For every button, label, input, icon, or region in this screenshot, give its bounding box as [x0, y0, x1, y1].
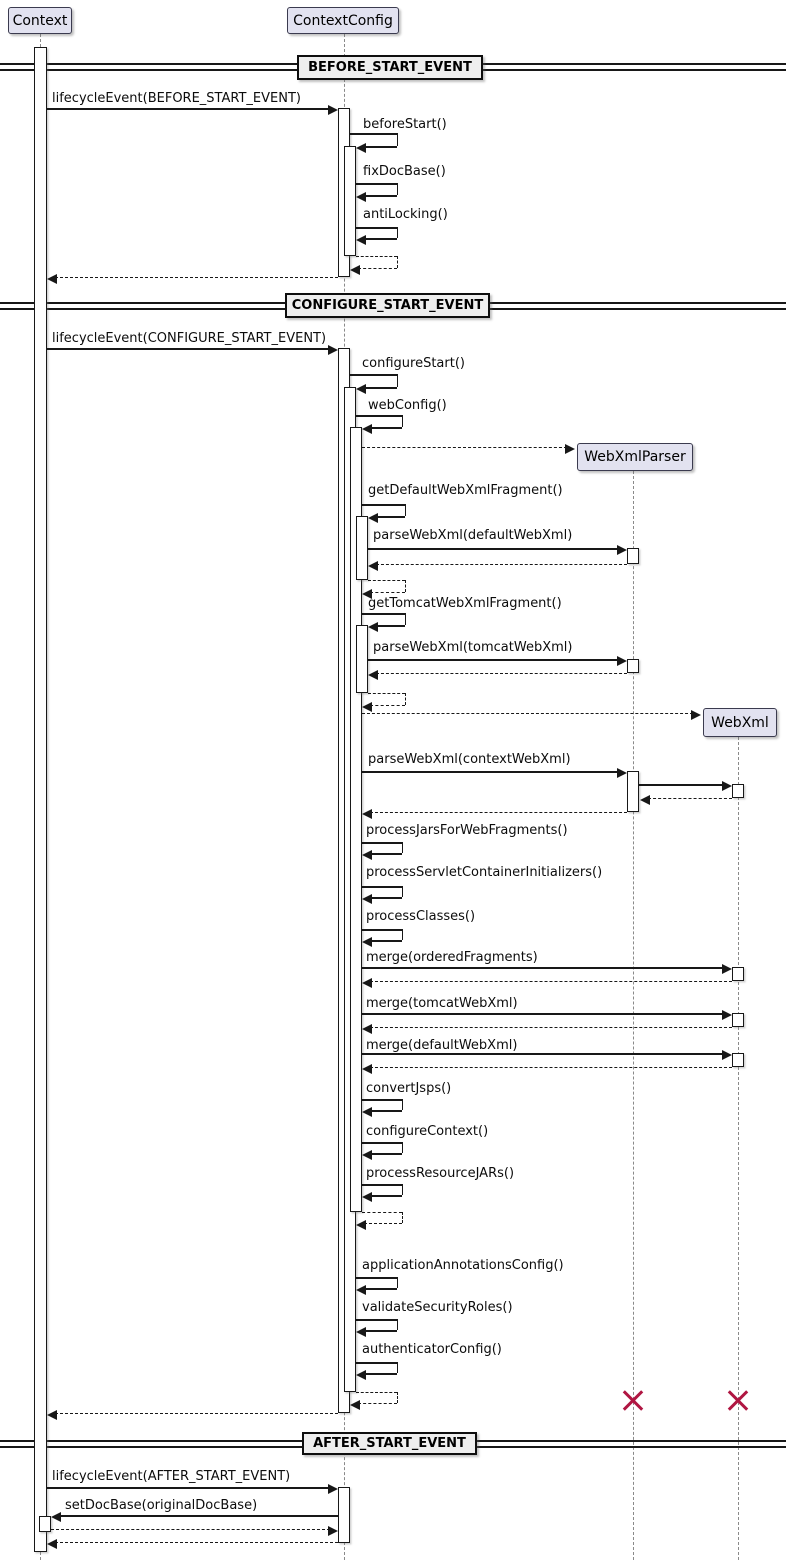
self-call-line [364, 238, 397, 240]
arrowhead-icon [722, 1010, 732, 1020]
activation-webxmlparser [627, 548, 639, 564]
message-arrow [47, 348, 330, 350]
arrowhead-icon [47, 1539, 57, 1549]
divider-before-start-event [297, 55, 483, 80]
self-call-line [397, 133, 398, 146]
arrowhead-icon [328, 345, 338, 355]
arrowhead-icon [617, 545, 627, 555]
self-call-line [402, 842, 403, 853]
participant-label: ContextConfig [293, 12, 393, 29]
self-call-line [362, 613, 405, 615]
self-call-line [350, 374, 397, 376]
arrowhead-icon [617, 656, 627, 666]
self-call-line [402, 1142, 403, 1153]
message-arrow [648, 798, 732, 799]
message-label: merge(tomcatWebXml) [366, 996, 518, 1011]
self-call-line [370, 1110, 402, 1112]
self-call-line [362, 929, 402, 931]
arrowhead-icon [356, 192, 366, 202]
self-call-line [362, 1142, 402, 1144]
arrowhead-icon [362, 1107, 372, 1117]
self-call-line [405, 693, 406, 705]
self-call-line [364, 146, 397, 148]
message-arrow [376, 564, 627, 565]
self-call-line [402, 1184, 403, 1195]
message-label: processJarsForWebFragments() [366, 823, 568, 838]
message-label: applicationAnnotationsConfig() [362, 1258, 564, 1273]
self-call-line [370, 705, 405, 706]
arrowhead-icon [51, 1512, 61, 1522]
message-arrow [370, 981, 732, 982]
participant-label: WebXmlParser [584, 449, 686, 465]
message-arrow [55, 1542, 338, 1543]
activation-contextconfig-after [338, 1487, 350, 1543]
message-arrow [368, 659, 619, 661]
destroy-icon [621, 1388, 645, 1412]
arrowhead-icon [356, 235, 366, 245]
self-call-line [356, 227, 397, 229]
self-call-line [397, 1392, 398, 1403]
self-call-line [402, 886, 403, 897]
message-label: authenticatorConfig() [362, 1342, 502, 1357]
self-call-line [405, 580, 406, 592]
arrowhead-icon [368, 561, 378, 571]
participant-label: Context [12, 12, 68, 29]
arrowhead-icon [691, 710, 701, 720]
self-call-line [362, 504, 405, 506]
self-call-line [356, 256, 397, 257]
arrowhead-icon [362, 937, 372, 947]
self-call-line [405, 504, 406, 516]
activation-context [34, 47, 47, 1552]
self-call-line [362, 1184, 402, 1186]
self-call-line [402, 415, 403, 427]
arrowhead-icon [362, 424, 372, 434]
message-arrow [59, 1515, 338, 1517]
message-label: processResourceJARs() [366, 1166, 515, 1181]
participant-contextconfig [287, 7, 399, 34]
arrowhead-icon [356, 143, 366, 153]
self-call-line [370, 427, 402, 429]
arrowhead-icon [368, 622, 378, 632]
message-label: getTomcatWebXmlFragment() [368, 596, 562, 611]
self-call-line [362, 1099, 402, 1101]
message-label: configureStart() [362, 356, 465, 371]
activation-getdefaultwebxmlfragment [356, 516, 368, 580]
arrowhead-icon [356, 1370, 366, 1380]
activation-beforestart [344, 146, 356, 256]
divider-label: AFTER_START_EVENT [313, 1436, 466, 1451]
self-call-line [364, 1288, 397, 1290]
self-call-line [364, 195, 397, 197]
message-arrow [362, 713, 693, 714]
activation-context-setdocbase [39, 1516, 51, 1532]
message-label: setDocBase(originalDocBase) [65, 1498, 258, 1513]
activation-gettomcatwebxmlfragment [356, 625, 368, 693]
arrowhead-icon [356, 1327, 366, 1337]
arrowhead-icon [362, 1192, 372, 1202]
self-call-line [364, 1373, 397, 1375]
self-call-line [402, 1099, 403, 1110]
message-label: processClasses() [366, 909, 476, 924]
self-call-line [362, 886, 402, 888]
message-label: parseWebXml(defaultWebXml) [373, 528, 573, 543]
self-call-line [370, 897, 402, 899]
message-label: webConfig() [368, 398, 447, 413]
message-label: processServletContainerInitializers() [366, 865, 603, 880]
message-label: validateSecurityRoles() [362, 1300, 513, 1315]
arrowhead-icon [362, 702, 372, 712]
arrowhead-icon [368, 670, 378, 680]
message-arrow [51, 1529, 330, 1530]
arrowhead-icon [47, 274, 57, 284]
message-arrow [639, 784, 724, 786]
arrowhead-icon [617, 768, 627, 778]
message-label: parseWebXml(contextWebXml) [368, 752, 571, 767]
self-call-line [370, 1195, 402, 1197]
message-label: parseWebXml(tomcatWebXml) [373, 640, 573, 655]
message-arrow [362, 771, 619, 773]
arrowhead-icon [722, 781, 732, 791]
message-arrow [370, 1067, 732, 1068]
self-call-line [358, 1403, 397, 1404]
arrowhead-icon [350, 265, 360, 275]
self-call-line [376, 516, 405, 518]
arrowhead-icon [362, 1064, 372, 1074]
message-arrow [47, 1487, 330, 1489]
self-call-line [356, 415, 402, 417]
self-call-line [364, 1330, 397, 1332]
arrowhead-icon [356, 1285, 366, 1295]
activation-webxml [732, 784, 744, 798]
message-arrow [370, 812, 627, 813]
arrowhead-icon [47, 1410, 57, 1420]
arrowhead-icon [368, 513, 378, 523]
arrowhead-icon [362, 978, 372, 988]
destroy-icon [726, 1388, 750, 1412]
message-arrow [362, 1053, 724, 1055]
message-label: merge(defaultWebXml) [366, 1038, 518, 1053]
message-arrow [55, 1413, 338, 1414]
self-call-line [356, 1277, 397, 1279]
self-call-line [370, 940, 402, 942]
arrowhead-icon [362, 1024, 372, 1034]
arrowhead-icon [640, 795, 650, 805]
message-arrow [368, 548, 619, 550]
self-call-line [356, 183, 397, 185]
self-call-line [370, 1153, 402, 1155]
message-arrow [362, 1013, 724, 1015]
divider-after-start-event [302, 1432, 477, 1455]
divider-label: CONFIGURE_START_EVENT [291, 298, 484, 313]
self-call-line [397, 374, 398, 387]
message-label: convertJsps() [366, 1081, 452, 1096]
arrowhead-icon [328, 105, 338, 115]
self-call-line [397, 1362, 398, 1373]
message-label: antiLocking() [363, 207, 448, 222]
self-call-line [402, 929, 403, 940]
self-call-line [402, 1212, 403, 1223]
self-call-line [397, 256, 398, 268]
arrowhead-icon [362, 894, 372, 904]
participant-label: WebXml [711, 714, 769, 731]
self-call-line [358, 268, 397, 269]
self-call-line [370, 853, 402, 855]
message-label: fixDocBase() [363, 164, 446, 179]
self-call-line [397, 1277, 398, 1288]
self-call-line [368, 580, 405, 581]
participant-webxml [703, 708, 777, 737]
activation-webxmlparser [627, 771, 639, 812]
message-label: beforeStart() [363, 117, 447, 132]
self-call-line [362, 1212, 402, 1213]
self-call-line [397, 227, 398, 238]
arrowhead-icon [362, 850, 372, 860]
self-call-line [356, 1319, 397, 1321]
message-arrow [55, 277, 338, 278]
self-call-line [405, 613, 406, 625]
activation-webxml [732, 967, 744, 981]
self-call-line [356, 1362, 397, 1364]
self-call-line [362, 842, 402, 844]
message-label: configureContext() [366, 1124, 489, 1139]
message-label: getDefaultWebXmlFragment() [368, 483, 563, 498]
message-label: lifecycleEvent(AFTER_START_EVENT) [52, 1469, 291, 1484]
message-label: lifecycleEvent(BEFORE_START_EVENT) [52, 91, 301, 106]
activation-webxml [732, 1013, 744, 1027]
participant-context [8, 7, 72, 34]
message-arrow [362, 447, 567, 448]
self-call-line [370, 592, 405, 593]
activation-webxml [732, 1053, 744, 1067]
self-call-line [397, 183, 398, 195]
arrowhead-icon [362, 809, 372, 819]
self-call-line [350, 133, 397, 135]
message-arrow [47, 108, 330, 110]
arrowhead-icon [722, 1050, 732, 1060]
arrowhead-icon [328, 1484, 338, 1494]
message-arrow [376, 673, 627, 674]
self-call-line [376, 625, 405, 627]
participant-webxmlparser [577, 443, 693, 471]
arrowhead-icon [356, 1220, 366, 1230]
divider-label: BEFORE_START_EVENT [308, 60, 472, 75]
message-label: merge(orderedFragments) [366, 950, 538, 965]
divider-configure-start-event [285, 293, 490, 318]
message-arrow [362, 967, 724, 969]
message-arrow [370, 1027, 732, 1028]
arrowhead-icon [722, 964, 732, 974]
self-call-line [356, 1392, 397, 1393]
self-call-line [368, 693, 405, 694]
lifeline [738, 737, 739, 1560]
self-call-line [397, 1319, 398, 1330]
self-call-line [364, 1223, 402, 1224]
message-label: lifecycleEvent(CONFIGURE_START_EVENT) [52, 331, 327, 346]
self-call-line [364, 387, 397, 389]
arrowhead-icon [328, 1526, 338, 1536]
arrowhead-icon [350, 1400, 360, 1410]
arrowhead-icon [356, 384, 366, 394]
activation-webxmlparser [627, 659, 639, 673]
arrowhead-icon [565, 444, 575, 454]
arrowhead-icon [362, 1150, 372, 1160]
